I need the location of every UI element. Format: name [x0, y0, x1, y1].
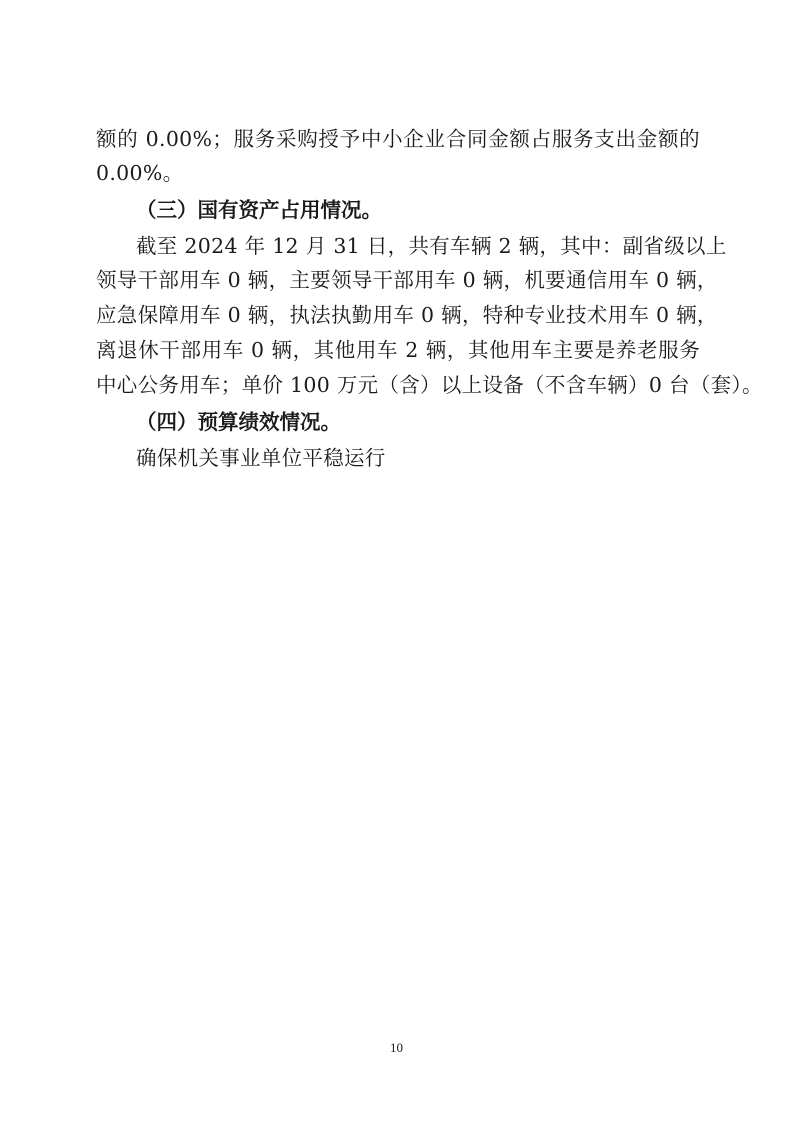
section-heading-performance: （四）预算绩效情况。 [136, 410, 341, 434]
section-heading-assets: （三）国有资产占用情况。 [136, 198, 382, 222]
paragraph-line: 应急保障用车 0 辆，执法执勤用车 0 辆，特种专业技术用车 0 辆， [96, 303, 718, 327]
paragraph-line: 中心公务用车；单价 100 万元（含）以上设备（不含车辆）0 台（套）。 [96, 373, 763, 397]
page-number: 10 [390, 1040, 403, 1055]
paragraph-line: 截至 2024 年 12 月 31 日，共有车辆 2 辆，其中：副省级以上 [136, 234, 727, 258]
paragraph-line: 确保机关事业单位平稳运行 [136, 446, 386, 470]
paragraph-line: 0.00%。 [96, 161, 184, 185]
paragraph-line: 离退休干部用车 0 辆，其他用车 2 辆，其他用车主要是养老服务 [96, 338, 700, 362]
paragraph-line: 领导干部用车 0 辆，主要领导干部用车 0 辆，机要通信用车 0 辆， [96, 268, 718, 292]
paragraph-line: 额的 0.00%；服务采购授予中小企业合同金额占服务支出金额的 [96, 127, 700, 151]
